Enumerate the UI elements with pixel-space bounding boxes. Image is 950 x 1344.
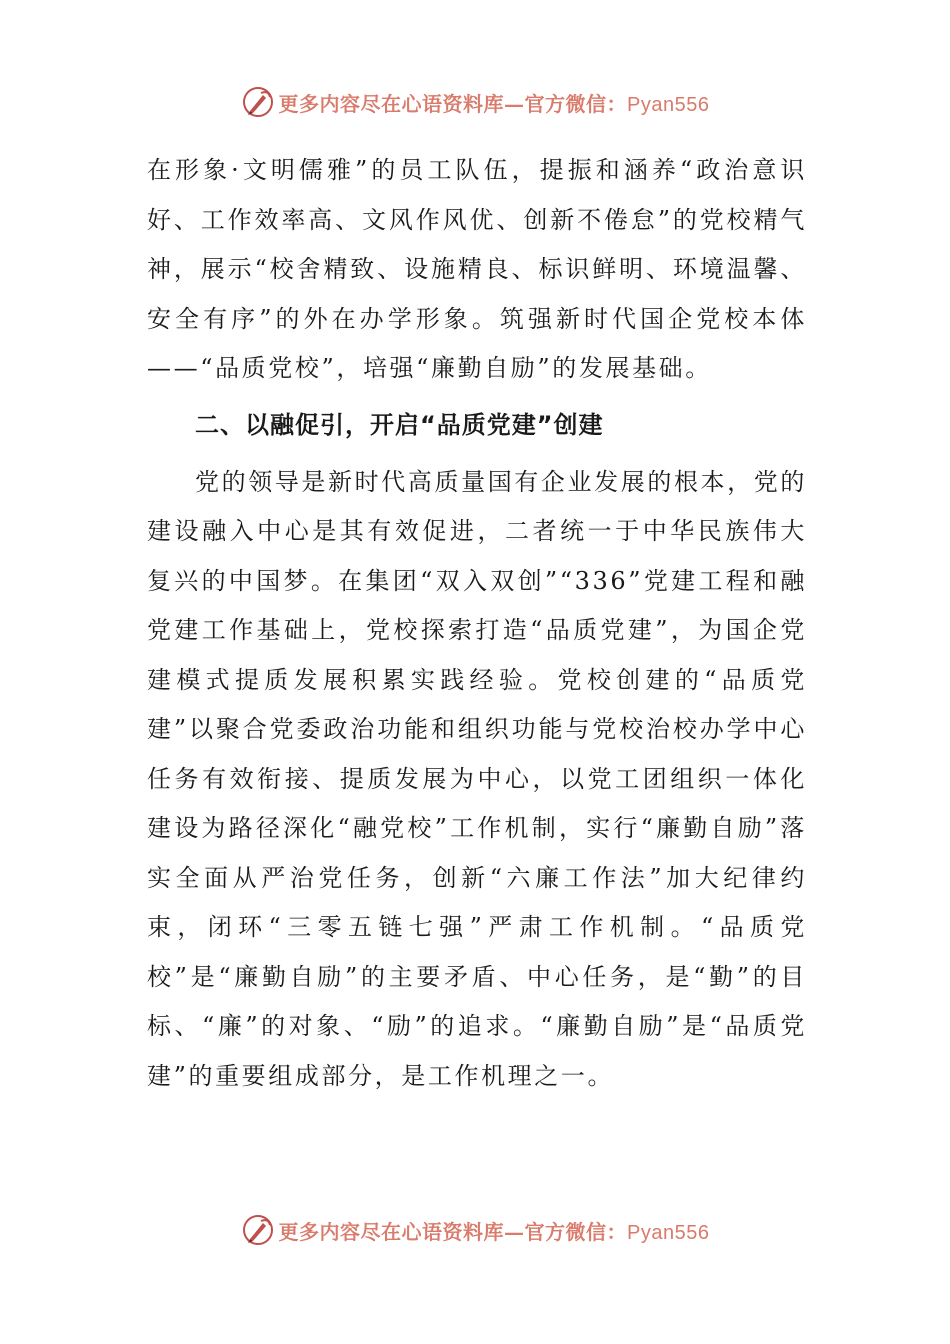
pen-logo-icon [241,85,275,119]
watermark-text: 更多内容尽在心语资料库—官方微信：Pyan556 [278,91,710,116]
watermark-text: 更多内容尽在心语资料库—官方微信：Pyan556 [278,1219,710,1244]
paragraph-2: 党的领导是新时代高质量国有企业发展的根本，党的建设融入中心是其有效促进，二者统一于中华民族伟大复兴的中国梦。在集团“双入双创”“336”党建工程和融党建工作基础上，党校探索打造“品质党建”，为国企党建模式提质发展积累实践经验。党校创建的“品质党建”以聚合党委政治功能和组织功能与党校治校办学中心任务有效衔接、提质发展为中心，以党工团组织一体化建设为路径深化“融党校”工作机制，实行“廉勤自励”落实全面从严治党任务，创新“六廉工作法”加大纪律约束，闭环“三零五链七强”严肃工作机制。“品质党校”是“廉勤自励”的主要矛盾、中心任务，是“勤”的目标、“廉”的对象、“励”的追求。“廉勤自励”是“品质党建”的重要组成部分，是工作机理之一。 [147,467,807,1090]
section-heading: 二、以融促引，开启“品质党建”创建 [195,410,604,439]
watermark-banner-bottom [0,1210,950,1250]
paragraph-1: 在形象·文明儒雅”的员工队伍，提振和涵养“政治意识好、工作效率高、文风作风优、创新不倦怠”的党校精气神，展示“校舍精致、设施精良、标识鲜明、环境温馨、安全有序”的外在办学形象。筑强新时代国企党校本体——“品质党校”，培强“廉勤自励”的发展基础。 [147,156,807,382]
watermark-banner-top [0,82,950,122]
document-body [147,146,807,1101]
pen-logo-icon [241,1213,275,1247]
